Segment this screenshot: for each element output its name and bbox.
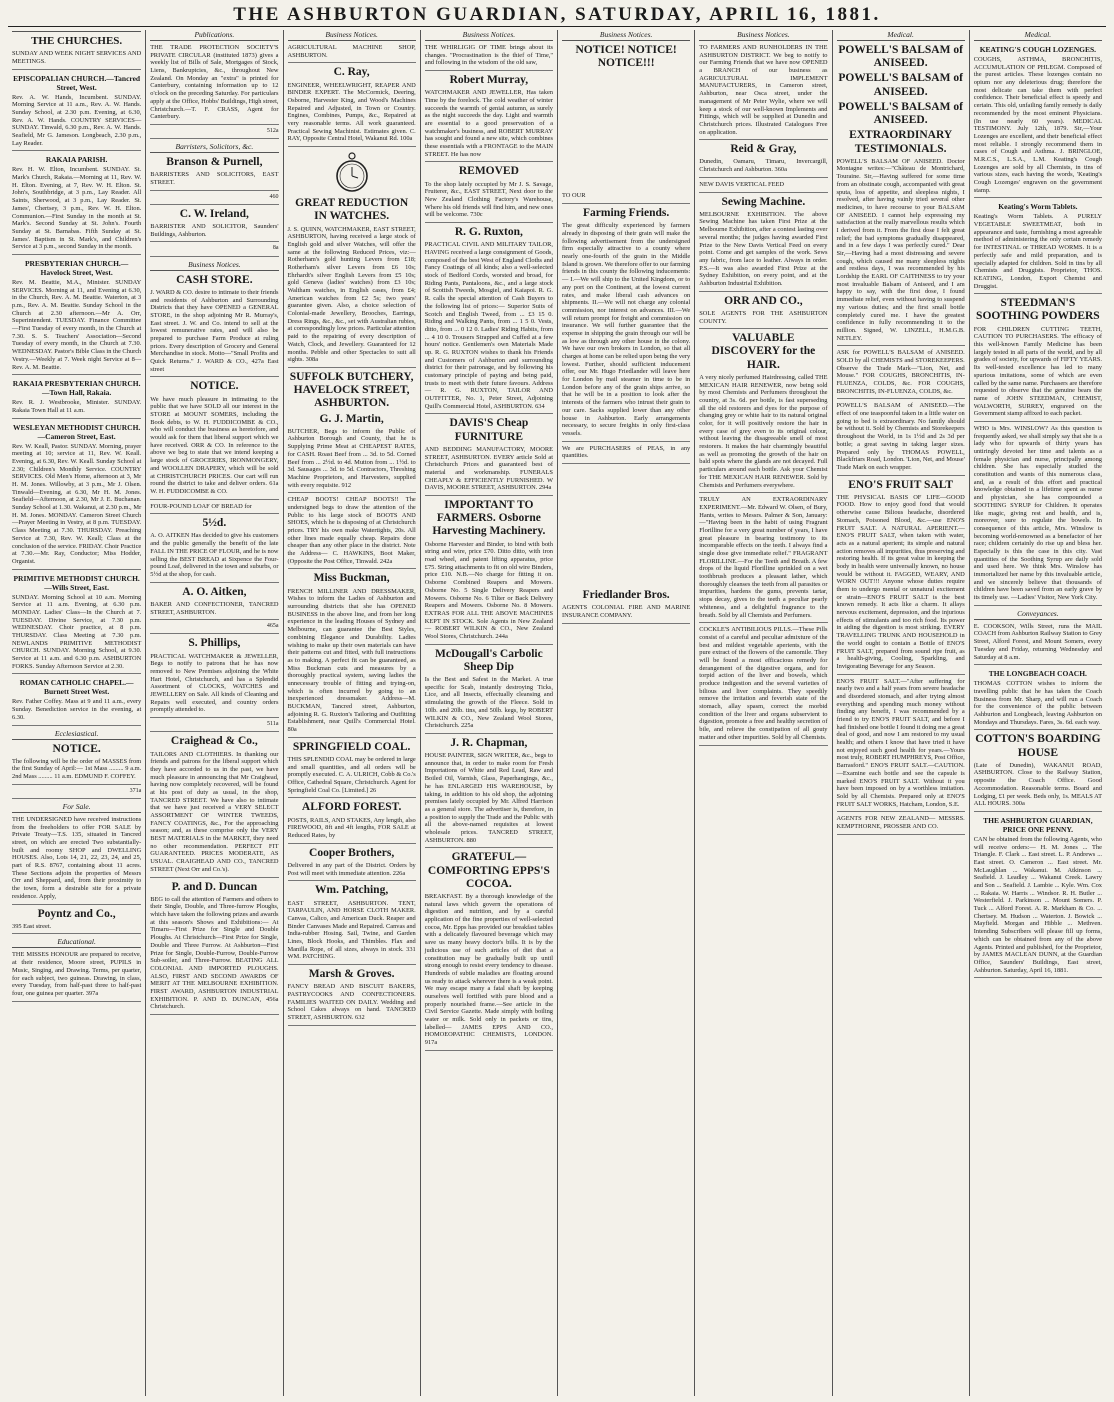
divider — [12, 1001, 141, 1002]
divider — [562, 623, 690, 624]
ad-body-text: CAN be obtained from the following Agents, who will receive orders:— H. M. Jones ... The Triangle. F. Clark ... East street. L. P. Andrews ... East street. O. Cameron ... East street. Mr. McLaughlan ... Wakanui. M. Atkinson ... Seafield. J. Leadley ... Wakanui Creek. Lawry and Son ... Seafield. J. Lambie ... Kyle. Wm. Cox ... Rakaia. W. Harris ... Windsor. R. H. Butler ... Westerfield. J. Parkinson ... Mount Somers. P. Tuck ... Alford Forest. A. R. Markham & Co. ... Chertsey. M. Hudson ... Waterton. J. Bowick ... Mayfield. Morgan and Hibble ... Methven. Intending Subscribers will please fill up forms, which can be obtained from any of the above Agents. Printed and published, for the Proprietor, by JAMES MACLEAN DUNN, at the Guardian Office, Saunders' Buildings, East street, Ashburton. Saturday, April 16, 1881. — [973, 835, 1102, 974]
ad-body-text: NEW DAVIS VERTICAL FEED — [699, 180, 785, 188]
divider — [974, 977, 1102, 978]
divider — [974, 811, 1102, 812]
ad-body-text: Dunedin, Oamaru, Timaru, Invercargill, Christchurch and Ashburton. 360a — [699, 158, 828, 174]
ad-title: GRATEFUL—COMFORTING EPPS'S COCOA. — [427, 851, 550, 890]
ad-body-text: POWELL'S BALSAM of ANISEED.—The effect of one teaspoonful taken in a little water on going to bed is extraordinary. No family should be without it. Sold by Chemists and Storekeepers throughout the World, in 1s 1½d and 2s 3d per bottle; a great saving in taking larger sizes. Prepared only by THOMAS POWELL, Blackfriars Road, London. 'Lion, Net, and Mouse' Trade Mark on each wrapper. — [836, 402, 965, 471]
ad-body-text: TAILORS AND CLOTHIERS. In thanking our friends and patrons for the liberal support which they have accorded to us in the past, we have much pleasure in announcing that Mr Craighead, having now completely recovered, will be found at his post of duty as usual, in the shop, TANCRED STREET. We have also to intimate that we have just received a VERY SELECT ASSORTMENT OF WINTER TWEEDS, FANCY COATINGS, &c., For the approaching season; and, as these comprise only the VERY BEST MATERIALS in the MARKET, they need no other recommendation. PERFECT FIT GUARANTEED. PRICES MODERATE, AS USUAL. CRAIGHEAD AND CO., TANCRED STREET (Next Orr and Co.'s). — [150, 750, 279, 873]
ad-title: DAVIS'S Cheap FURNITURE — [449, 417, 529, 443]
divider — [699, 622, 827, 623]
ad-body-text: J. WARD & CO. desire to intimate to their friends and residents of Ashburton and Surrounding Districts that they have OPENED a GENERAL STORE, in the shop adjoining Mr R. Murray's, East street. J. W. and Co. intend to sell at the lowest remunerative rates, and will also be prepared to purchase Farm Produce at ruling prices. Every description of Grocery and General Merchandise in stock. Motto—"Small Profits and Quick Returns." J. WARD & CO., 427a East street — [150, 288, 279, 373]
column-header: Business Notices. — [288, 30, 416, 41]
ad-title: R. G. Ruxton, — [454, 226, 523, 239]
ad-body-text: THE UNDERSIGNED have received instructions from the freeholders to offer FOR SALE by Private Treaty—T.S. 135, situated in Tancred street, on which are erected Two substantially-built and roomy SHOP and DWELLING HOUSES. Also, Lots 14, 21, 22, 23, 24, and 25, part of R.S. 8767, containing about 11 acres. These Sections adjoin the properties of Messrs Orr and Sheppard, and, from their proximity to the town, form a desirable site for a private residence. Apply, — [12, 815, 142, 900]
divider — [150, 204, 278, 205]
divider — [425, 847, 553, 848]
sub-heading: PRIMITIVE METHODIST CHURCH.—Wills Street, East. — [13, 573, 140, 592]
ad-body-text: COCKLE'S ANTIBILIOUS PILLS.—These Pills consist of a careful and peculiar admixture of the best and mildest vegetable aperients, with the pure extract of the flowers of the camomile. They will be found a most efficacious remedy for derangement of the digestive organs, and for torpid action of the liver and bowels, which produce indigestion and the several varieties of bilious and liver complaints. They speedily remove the irritation and feverish state of the stomach, allay spasm, correct the morbid condition of the liver and organs subservient to digestion, promote a free and healthy secretion of bile, and relieve the constipation of all gouty matter and other impurities. Sold by all Chemists. — [699, 626, 828, 741]
ad-reference-number: 8a — [272, 245, 279, 252]
ad-body-text: EAST STREET, ASHBURTON. TENT, TARPAULIN, AND HORSE CLOTH MAKER. Canvas, Calico, and American Duck. Reaper and Binder Canvases Made and Repaired. Canvas and India-rubber Hosing. Sail, Twine, and Garden Lines, Block Hooks, and Thimbles. Flax and Manilla Rope, of all sizes, always in stock. 331 WM. PATCHING. — [287, 899, 416, 961]
ad-body-text: E. COOKSON, Wills Street, runs the MAIL COACH from Ashburton Railway Station to Grey Street, Alford Forest, and Mount Somers, every Tuesday and Friday, returning Wednesday and Saturday at 8 a.m. — [973, 622, 1102, 661]
divider — [150, 256, 278, 257]
divider — [288, 843, 416, 844]
ad-body-text: SUNDAY. Morning School at 10 a.m. Morning Service at 11 a.m. Evening, at 6.30 p.m. MONDAY. Ladies' Class—In the Church at 7. TUESDAY. Divine Service, at 7.30 p.m. WEDNESDAY. Choir practice, at 8 p.m. THURSDAY. Class Meeting at 7.30 p.m. NEWLANDS PRIMITIVE METHODIST CHURCH. SUNDAY. Morning School, at 9.30. Service at 11 a.m. and 6.30 p.m. ASHBURTON FORKS. Sunday Afternoon Service at 2.30. — [12, 593, 142, 670]
divider — [288, 880, 416, 881]
ad-body-text: TO FARMERS AND RUNHOLDERS IN THE ASHBURTON DISTRICT. We beg to notify to our Farming Friends that we have now OPENED a BRANCH of our business as AGRICULTURAL IMPLEMENT MANUFACTURERS, in Cameron street, Ashburton, near Osca street, under the management of Mr Peter Wylie, where we will keep a stock of our well-known Implements and Fittings, which will be supplied at Dunedin and Christchurch prices. Illustrated Catalogues Free on application. — [699, 44, 828, 136]
divider — [12, 904, 141, 905]
sub-heading: Keating's Worm Tablets. — [998, 202, 1078, 212]
sub-heading: THE ASHBURTON GUARDIAN, PRICE ONE PENNY. — [983, 815, 1093, 834]
divider — [12, 150, 141, 151]
ad-body-text: Is the Best and Safest in the Market. A true specific for Scab, instantly destroying Ticks, Lice, and all Insects, effectually cleansing and stimulating the growth of the Fleece. Sold in 10lb. and 20lb. tins, and 50lb. kegs, by ROBERT WILKIN & CO., New Zealand Wool Stores, Christchurch. 225a — [424, 676, 553, 730]
ad-body-text: SUNDAY AND WEEK NIGHT SERVICES AND MEETINGS. — [12, 50, 142, 65]
ad-title: CASH STORE. — [176, 273, 253, 286]
divider — [699, 139, 827, 140]
divider — [699, 291, 827, 292]
divider — [699, 177, 827, 178]
divider — [562, 203, 690, 204]
section-heading: For Sale. — [12, 802, 141, 813]
ad-title: NOTICE! NOTICE! NOTICE!!! — [575, 44, 677, 70]
ad-body-text: J. S. QUINN, WATCHMAKER, EAST STREET, ASHBURTON, having received a large stock of English gold and silver Watches, will offer the same at the following Reduced Prices, viz:—Rotherham's gold hunting Levers from £18; Rotherham's silver Levers from £6 10s; Ehrhardt's silver English Levers from £5 10s; gold Geneva (ladies' watches) from £3 10s; Waltham watches, in English cases, from £4; American watches from £2 5s; two years' guarantee given. Also, a choice selection of Colonial-made Jewellery, Brooches, Earrings, Dress Rings, &c., &c., set with Australian rubies, at correspondingly low prices. Particular attention paid to the repairing of every description of Watch, Clock, and Jewellery. Guaranteed for 12 months. Pebble and other Spectacles to suit all sights. 308a — [287, 225, 416, 364]
ad-body-text: THE PHYSICAL BASIS OF LIFE—GOOD FOOD. How to enjoy good food that would otherwise cause Bilious headache, disordered Stomach, Poisoned Blood, &c.—use ENO'S FRUIT SALT. A NATURAL APERIENT.—ENO'S FRUIT SALT, when taken with water, acts as a natural aperient; its simple and natural action removes all impurities, thus preserving and restoring health. If its great value in keeping the body in health were universally known, no house would be without it. FAGGED, WEARY, AND WORN OUT!!! Anyone whose duties require them to undergo mental or unnatural excitement or strain—ENO'S FRUIT SALT is the best known remedy. It acts like a charm. It allays nervous excitement, depression, and the injurious effects of stimulants and too rich food. Its power in aiding the digestion is most striking. EVERY TRAVELLING TRUNK AND HOUSEHOLD in the world ought to contain a Bottle of ENO'S FRUIT SALT, prepared from sound ripe fruit, as a health-giving, Cooling, Sparkling, and Invigorating Beverage for any Season. — [836, 493, 965, 670]
section-heading: Conveyances. — [974, 609, 1102, 620]
divider — [562, 463, 690, 464]
ad-reference-number: 460 — [269, 193, 279, 200]
column-4 — [420, 30, 557, 1396]
divider — [837, 811, 965, 812]
pocket-watch-icon — [335, 151, 369, 193]
divider — [150, 731, 278, 732]
ad-title: COTTON'S BOARDING HOUSE — [975, 733, 1101, 759]
ad-body-text: We are PURCHASERS of PEAS, in any quantities. — [562, 444, 691, 460]
column-header: Business Notices. — [562, 30, 690, 41]
column-6 — [694, 30, 831, 1396]
ad-reference-number: 371a — [129, 787, 142, 794]
divider — [837, 834, 965, 835]
ad-title: Wm. Patching, — [315, 884, 389, 897]
ad-body-text: The following will be the order of MASSES from the first Sunday of April:— 1st Mass ......... 9 a.m. 2nd Mass ......... 11 a.m. EDMUND F. COFFEY. — [12, 757, 142, 781]
divider — [288, 62, 416, 63]
ad-reference-number: 465a — [266, 623, 279, 630]
column-header — [12, 30, 141, 32]
ad-title: Miss Buckman, — [313, 572, 390, 585]
ad-title: Friedlander Bros. — [582, 588, 670, 601]
ad-title: S. Phillips, — [188, 637, 241, 650]
divider — [425, 733, 553, 734]
divider — [150, 717, 278, 718]
ad-reference-number: 511a — [267, 721, 279, 728]
ad-title: Poyntz and Co., — [37, 907, 116, 920]
divider — [12, 725, 141, 726]
divider — [150, 124, 278, 125]
ad-body-text: THE WHIRLIGIG OF TIME brings about its changes. "Procrastination is the thief of Time," and following in the wisdom of the old saw, — [424, 44, 553, 67]
divider — [974, 605, 1102, 606]
ad-body-text: Osborne Harvester and Binder, to bind with both string and wire, price £70. Ditto ditto, with iron road wheel, and patent lifting apparatus, price £75. String attachments to fit on old wire Binders, price £10. N.B.—No charge for fitting it on. Osborne Combined Reapers and Mowers. Osborne No. 5 Single Delivery Reapers and Mowers. Osborne No. 6 Tilter or Back Delivery Reapers and Mowers. Osborne No. 8 Mowers. EXTRAS FOR ALL THE ABOVE MACHINES KEPT IN STOCK. Sole Agents in New Zealand— ROBERT WILKIN & CO., New Zealand Wool Stores, Christchurch. 244a — [424, 540, 553, 640]
ad-title: IMPORTANT TO FARMERS. Osborne Harvesting Machinery. — [432, 499, 546, 538]
divider — [699, 328, 827, 329]
divider — [837, 398, 965, 399]
ad-title: REMOVED — [458, 165, 519, 178]
ad-body-text: BARRISTERS AND SOLICITORS, EAST STREET. — [150, 171, 279, 186]
sub-heading: EPISCOPALIAN CHURCH.—Tancred Street, West. — [13, 73, 141, 92]
ad-body-text: Rev. A. W. Hands, Incumbent. SUNDAY. Morning Service at 11 a.m., Rev. A. W. Hands. Sunday School, at 2.30 p.m. Evening, at 6.30, Rev. A. W. Hands. COUNTRY SERVICES—SUNDAY. Tinwald, 6.30 p.m., Rev. A. W. Hands. Seafield, Mr G. Jameson. Longbeach, 2.30 p.m., Lay Reader. — [12, 93, 142, 147]
column-header: Medical. — [837, 30, 965, 41]
ad-body-text: THE MISSES HONOUR are prepared to receive, at their residence, Moore street, PUPILS in Music, Singing, and Drawing. Terms, per quarter, for each subject, two guineas. Drawing, in class, every Tuesday, from half-past three to half-past four, one guinea per quarter. 397a — [12, 951, 142, 997]
ad-title: POWELL'S BALSAM of ANISEED. — [838, 44, 963, 70]
divider — [425, 161, 553, 162]
ad-title: EXTRAORDINARY TESTIMONIALS. — [849, 129, 953, 155]
ad-body-text: A. O. AITKEN Has decided to give his customers and the public generally the benefit of the late FALL IN THE PRICE OF FLOUR, and he is now selling the BEST BREAD at Sixpence the Four-pound Loaf, delivered in the town and suburbs, or 5½d at the shop, for cash. — [150, 532, 279, 578]
ad-body-text: BAKER AND CONFECTIONER, TANCRED STREET, ASHBURTON. — [150, 600, 279, 616]
ad-body-text: BEG to call the attention of Farmers and others to their Single, Double, and Three-furrow Ploughs, which have taken the following prizes and awards at this season's Shows and Exhibitions:— At Timaru—First Prize for Single and Double Ploughs. At Christchurch—First Prize for Single, Double and Three Furrow. At Ashburton—First Prize for Single, Double-Furrow, Double-Furrow Sub-soiler, and Three-Furrow. BEATING ALL COLONIAL AND IMPORTED PLOUGHS. ALSO, FIRST AND SECOND AWARDS OF MERIT AT THE MELBOURNE EXHIBITION. FIRST AWARD, ASHBURTON INDUSTRIAL EXHIBITION. P. AND D. DUNCAN, 456a Christchurch. — [150, 895, 279, 1011]
divider — [150, 877, 278, 878]
divider — [425, 495, 553, 496]
column-header: Business Notices. — [425, 30, 553, 41]
section-heading: Educational. — [12, 937, 141, 948]
divider — [699, 745, 827, 746]
ad-body-text: SOLE AGENTS FOR THE ASHBURTON COUNTY. — [699, 309, 828, 325]
column-7 — [832, 30, 969, 1396]
ad-title: Sewing Machine. — [721, 195, 806, 208]
ad-body-text: Rev. R. J. Westbrooke, Minister. SUNDAY. Rakaia Town Hall at 11 a.m. — [12, 399, 142, 414]
ad-body-text: WHO is Mrs. WINSLOW? As this question is frequently asked, we shall simply say that she is a lady who for upwards of thirty years has untiringly devoted her time and talents as a female physician and nurse, principally among children. She has especially studied the constitution and wants of this numerous class, and, as a result of this effort and practical knowledge obtained in a lifetime spent as nurse and physician, she has compounded a SOOTHING SYRUP for Children. It operates like magic, giving rest and health, and is, moreover, sure to regulate the bowels. In consequence of this article, Mrs. Winslow is becoming world-renowned as a benefactor of her race; children certainly do rise up and bless her. Especially is this the case in this city. Vast quantities of the Soothing Syrup are daily sold and used here. We think Mrs. Winslow has immortalized her name by this invaluable article, and we sincerely believe that thousands of children have been saved from an early grave by its timely use. —Ladies' Visitor, New York City. — [973, 424, 1102, 602]
divider — [699, 492, 827, 493]
divider — [974, 421, 1102, 422]
ad-body-text: THE TRADE PROTECTION SOCIETY'S PRIVATE CIRCULAR (instituted 1873) gives a weekly list of Bills of Sale, Mortgages of Stock, Liens, Bankruptcies, &c., throughout New Zealand. On Monday an "extra" is printed for Canterbury, containing information up to 12 o'clock on the preceding Saturday. For particulars apply at the Office, Hobbs' Buildings, High street, Christchurch.—T. F. CRASS, Agent for Canterbury. — [150, 44, 279, 121]
ad-body-text: BUTCHER, Begs to inform the Public of Ashburton Borough and County, that he is Supplying Prime Meat at CHEAPEST RATES, for CASH. Roast Beef from ... 3d. to 5d. Corned Beef from ... 2½d. to 4d. Mutton from ... 1½d. to 3d. Sausages ... 3d. to 5d. Contractors, Threshing Machine Proprietors, and Harvesters, supplied with every requisite. 912 — [287, 427, 416, 489]
divider — [425, 413, 553, 414]
sub-heading: RAKAIA PARISH. — [45, 155, 108, 165]
divider — [12, 418, 141, 419]
ad-body-text: THOMAS COTTON wishes to inform the travelling public that he has taken the Coach Business from Mr. Sharp, and will run a Coach for the convenience of the public between Ashburton and Longbeach, leaving Ashburton on Mondays and Thursdays. Fares, 3s. 6d. each way. — [973, 680, 1102, 726]
divider — [425, 222, 553, 223]
divider — [562, 441, 690, 442]
ad-body-text: We have much pleasure in intimating to the public that we have SOLD all our interest in the STORE at MOUNT SOMERS, including the Book debts, to W. H. FUDDICOMBE & CO., who will conduct the business as heretofore, and would ask for them that liberal support which we have received. ORR & CO. In reference to the above we beg to state that we intend keeping a large stock of GROCERIES, IRONMONGERY, and WOOLLEN DRAPERY, which will be sold at CHRISTCHURCH PRICES. Our cart will run round the district to take and deliver orders. 61a W. H. FUDDICOMBE & CO. — [150, 395, 279, 495]
column-3 — [283, 30, 420, 1396]
sub-heading: RAKAIA PRESBYTERIAN CHURCH.—Town Hall, Rakaia. — [12, 379, 141, 398]
sub-heading: THE LONGBEACH COACH. — [988, 669, 1087, 679]
ad-title: VALUABLE DISCOVERY for the HAIR. — [711, 332, 816, 371]
column-header: Medical. — [974, 30, 1102, 41]
divider — [974, 293, 1102, 294]
ad-title: SPRINGFIELD COAL. — [292, 740, 411, 753]
ad-title: P. and D. Duncan — [171, 880, 258, 893]
ad-title: C. W. Ireland, — [179, 207, 249, 220]
divider — [288, 367, 416, 368]
divider — [150, 241, 278, 242]
ad-title: NOTICE. — [52, 742, 101, 755]
divider — [12, 784, 141, 785]
divider — [12, 673, 141, 674]
divider — [288, 1025, 416, 1026]
ad-title: C. Ray, — [333, 66, 370, 79]
ad-title: Craighead & Co., — [170, 735, 258, 748]
ad-body-text: FOUR-POUND LOAF OF BREAD for — [150, 502, 252, 510]
divider — [837, 674, 965, 675]
sub-heading: ROMAN CATHOLIC CHAPEL.—Burnett Street West. — [19, 678, 134, 697]
ad-body-text: TO OUR — [562, 192, 586, 200]
ad-reference-number: 512a — [266, 127, 279, 134]
ad-body-text: TRULY AN EXTRAORDINARY EXPERIMENT.—Mr. Edward W. Olsen, of Bury, Hants, writes to Messrs. Palmer & Son, January:—"Having been in the habit of using Fragrant Florilline for a very great number of years, I have great pleasure in bearing testimony to its incomparable effects on the teeth. I always find a single dose give immediate relief." FRAGRANT FLORILLINE.—For the Teeth and Breath. A few drops of the liquid Florilline sprinkled on a wet toothbrush produces a pleasant lather, which thoroughly cleanses the teeth from all parasites or impurities, hardens the gums, prevents tartar, stops decay, gives to the teeth a peculiar pearly whiteness, and a delightful fragrance to the breath. Sold by all Chemists and Perfumers. — [699, 496, 828, 619]
divider — [288, 737, 416, 738]
ad-body-text: BARRISTER AND SOLICITOR, Saunders' Buildings, Ashburton. — [150, 223, 279, 238]
divider — [974, 197, 1102, 198]
ad-title: McDougall's Carbolic Sheep Dip — [435, 647, 543, 673]
ad-title: 5½d. — [202, 517, 227, 530]
divider — [12, 798, 141, 799]
column-2 — [145, 30, 282, 1396]
ad-body-text: BREAKFAST. By a thorough knowledge of the natural laws which govern the operations of digestion and nutrition, and by a careful application of the fine properties of well-selected cocoa, Mr. Epps has provided our breakfast tables with a delicately flavoured beverage which may save us many heavy doctor's bills. It is by the judicious use of such articles of diet that a constitution may be gradually built up until strong enough to resist every tendency to disease. Hundreds of subtle maladies are floating around us ready to attack wherever there is a weak point. We may escape many a fatal shaft by keeping ourselves well fortified with pure blood and a properly nourished frame.—See article in the Civil Service Gazette. Made simply with boiling water or milk. Sold only in packets or tins, labelled— JAMES EPPS AND CO., HOMOEOPATHIC CHEMISTS, LONDON. 917a — [424, 893, 553, 1047]
column-5 — [557, 30, 694, 1396]
divider — [12, 374, 141, 375]
column-header: Publications. — [150, 30, 278, 41]
ad-title: G. J. Martin, — [319, 412, 384, 425]
ad-body-text: POWELL'S BALSAM OF ANISEED. Doctor Montagne writes:—"Château de Montrichard, Touraine. Sir,—Having suffered for some time from an obstinate cough, accompanied with great sputa, loss of appetite, and sleepless nights, I resolved, after having vainly tried several other medicines, to have recourse to your BALSAM OF ANISEED. I cannot help expressing my satisfaction at the really marvellous results which I derived from it. From the first dose I felt great relief; the bad symptoms gradually disappeared, and in a few days I was perfectly cured." Dear Sir,—Having had a most distressing and severe cough, which caused me many sleepless nights and restless days, I was recommended by his Lordship the EARL OF CAITHNESS to try your most invaluable Balsam of Aniseed, and I am happy to say, with the first dose, I found immediate relief, even without having to suspend my various duties; and the first small bottle completely cured me. I have the greatest confidence in fully recommending it to the million. Signed, W. LINZELL, H.M.G.B. NETLEY. — [836, 157, 965, 342]
ad-body-text: Rev. H. W. Elton, Incumbent. SUNDAY. St. Mark's Church, Rakaia.—Morning at 11, Rev. W. H. Elton. Evening, at 7, Rev. W. H. Elton. St. John's, Southbridge, at 3 p.m., Lay Reader. All Saints, Sherwood, at 3 p.m., Lay Reader. St. James', Chertsey, 3 p.m., Rev. W. H. Elton. Communion.—First Sunday in the month at St. Mark's. Second Sunday at St. John's. Fourth Sunday at St. Barnabas. Fifth Sunday at St. James'. Baptism in St. Mark's, and Children's Service at 3 p.m., second Sunday in the month. — [12, 166, 142, 251]
ad-title: NOTICE. — [190, 380, 239, 393]
blank-space — [562, 72, 690, 192]
divider — [288, 492, 416, 493]
divider — [12, 933, 141, 934]
ad-title: Cooper Brothers, — [309, 846, 395, 859]
ad-body-text: AND BEDDING MANUFACTORY, MOORE STREET, ASHBURTON. EVERY article Sold at Christchurch Prices and guaranteed best of material and workmanship. FUNERALS CHEAPLY & EFFICIENTLY FURNISHED. W DAVIS, MOORE STREET, ASHBURTON. 294a — [424, 445, 553, 492]
ad-body-text: AGENTS FOR NEW ZEALAND— MESSRS. KEMPTHORNE, PROSSER AND CO. — [836, 815, 965, 830]
ad-body-text: ENGINEER, WHEELWRIGHT, REAPER AND BINDER EXPERT. The McCormick, Deering, Osborne, Harvester King, and Wood's Machines Repaired and Adjusted, in Town or Country. Engines, Combines, Pumps, &c., Repaired at very reasonable terms. All work guaranteed. Practical Sewing Machinist. Estimates given. C. RAY, Opposite Central Hotel, Wakanui Rd. 100a — [287, 81, 416, 143]
sub-heading: KEATING'S COUGH LOZENGES. — [979, 45, 1097, 54]
divider — [12, 254, 141, 255]
ad-title: A. O. Aitken, — [182, 585, 247, 598]
divider — [425, 1050, 553, 1051]
divider — [974, 729, 1102, 730]
divider — [150, 1014, 278, 1015]
divider — [288, 964, 416, 965]
divider — [288, 146, 416, 147]
ad-body-text: 395 East street. — [12, 922, 52, 930]
divider — [974, 664, 1102, 665]
ad-body-text: PRACTICAL CIVIL AND MILITARY TAILOR, HAVING received a large consignment of Goods, composed of the best West of England Cloths and Fancy Coatings of all kinds; also a well-selected stock of Bedford Cords, worsted and broad, for Riding Pants, Pantaloons, &c., and a large stock of Scottish Tweeds, Mosgiel, and Kaiapoi. R. G. R. calls the special attention of Cash Buyers to the following list of prices:— Superior Suits of Scotch and English Tweed, from ... £3 15 0. Riding and Walking Pants, from ... 1 5 0. Vests, ditto, from ... 0 12 0. Ladies' Riding Habits, from ... 4 10 0. Trousers Strapped and Cuffed at a few hours' notice. Gentlemen's own Materials Made up. R. G. RUXTON wishes to thank his Friends and Customers of Ashburton and surrounding district for their patronage, and by following his customary principle of paying and being paid, trusts to meet with their future favours. Address— R. G. RUXTON, TAILOR AND OUTFITTER, No. 1, Peter Street, Adjoining Quill's Commercial Hotel, ASHBURTON. 634 — [424, 241, 553, 410]
ad-body-text: COUGHS, ASTHMA, BRONCHITIS, ACCUMULATION OF PHLEGM. Composed of the purest articles. These lozenges contain no opium nor any deleterious drug; therefore the most delicate can take them with perfect confidence. Their beneficial effect is speedy and certain. This old, unfailing family remedy is daily recommended by the most eminent Physicians. (In use nearly 60 years). MEDICAL TESTIMONY. July 12th, 1879. Sir,—Your Lozenges are excellent, and their beneficial effect most reliable. I strongly recommend them in cases of Cough and Asthma. J. BRINGLOE, M.R.C.S., L.S.A., L.M. Keating's Cough Lozenges are sold by all Chemists, in tins of various sizes, each having the words, 'Keating's Cough Lozenges' engraven on the government stamp. — [973, 56, 1102, 194]
divider — [288, 568, 416, 569]
ad-body-text: THIS SPLENDID COAL may be ordered in large and small quantities, and all orders will be promptly executed. C. A. ULRICH, Cobb & Co.'s Office, Cathedral Square, Christchurch. Agent for Springfield Coal Co. [Limited.] 26 — [287, 755, 416, 794]
ad-body-text: A very nicely perfumed Hairdressing, called THE MEXICAN HAIR RENEWER, now being sold by most Chemists and Perfumers throughout the country, at 3s. 6d. per bottle, is fast superseding all the old restorers and dyes for the purpose of changing grey or white hair to its natural original color, for it will positively restore the hair in every case of grey even to its original colour, without leaving the disagreeable smell of most restorers. It makes the hair charmingly beautiful as well as promoting the growth of the hair on bald spots where the glands are not decayed. Full particulars around each bottle. Ask your Chemist for THE MEXICAN HAIR RENEWER. Sold by Chemists and Perfumers everywhere. — [699, 373, 828, 489]
ad-body-text: FOR CHILDREN CUTTING TEETH, CAUTION TO PURCHASERS. The efficacy of this well-known Family Medicine has been largely tested in all parts of the world, and by all grades of society, for upwards of FIFTY YEARS. Its well-tested excellence has led to many spurious imitations, some of which are even called by the same name. Purchasers are therefore requested to observe that the genuine bears the name of JOHN STEEDMAN, CHEMIST, WALWORTH, SURREY, engraved on the Government stamp affixed to each packet. — [973, 325, 1102, 418]
ad-body-text: Delivered in any part of the District. Orders by Post will meet with immediate attention. 226a — [287, 861, 416, 877]
column-title: THE CHURCHES. — [31, 35, 123, 47]
columns-container — [8, 30, 1106, 1396]
ad-body-text: Rev. W. Keall, Pastor. SUNDAY. Morning, prayer meeting at 10; service at 11, Rev. W. Keall. Evening, at 6.30, Rev. W. Keall. Sunday School at 2.30; Children's Monthly Service. COUNTRY SERVICES. Old Men's Home, afternoon at 3, Mr H. M. Jones. Willowby, at 3 p.m., Mr J. Olsen. Tinwald—Evening, at 6.30, Mr H. M. Jones. Seafield—Afternoon, at 2.30, Mr J. E. Buchanan. Sunday School at 1.30. Wakanui, at 2.30 p.m., Mr H. M. Jones. MONDAY. Cameron Street Church—Prayer Meeting in Vestry, at 8 p.m. TUESDAY. Class Meeting at 7.30. THURSDAY. Preaching Service at 7.30, Rev. W. Keall; Class at the conclusion of the service. FRIDAY. Choir Practice at 7.30.—Mr. Ray, Conductor; Miss Hodder, Organist. — [12, 442, 142, 565]
ad-body-text: PRACTICAL WATCHMAKER & JEWELLER, Begs to notify to patrons that he has now removed to New Premises adjoining the White Hart Hotel, Christchurch, and has a Splendid Assortment of CLOCKS, WATCHES and JEWELLERY on Sale. All kinds of Cleaning and Repairs well executed, and country orders promptly attended to. — [150, 652, 279, 714]
ad-title: ORR AND CO., — [724, 294, 803, 307]
ad-body-text: AGENTS COLONIAL FIRE AND MARINE INSURANCE COMPANY. — [562, 604, 691, 619]
ad-body-text: WATCHMAKER AND JEWELLER, Has taken Time by the forelock. The cold weather of winter succeeds the warmth of genial autumn, as surely as the night succeeds the day. Light and warmth are essential to a good preservation of a watchmaker's business, and ROBERT MURRAY has sought and found a new site, which combines these essentials with a FRONTAGE to the MAIN STREET. He has now — [424, 89, 553, 158]
divider — [150, 513, 278, 514]
ad-title: STEEDMAN'S SOOTHING POWDERS — [976, 297, 1100, 323]
ad-title: Branson & Purnell, — [166, 156, 263, 169]
ad-title: Reid & Gray, — [730, 143, 797, 156]
divider — [699, 192, 827, 193]
ad-title: ALFORD FOREST. — [301, 801, 402, 814]
divider — [150, 582, 278, 583]
column-header: Business Notices. — [699, 30, 827, 41]
ad-body-text: The great difficulty experienced by farmers already in disposing of their grain will make the following advertisement from the undersigned firm especially attractive to a county where nearly one-fourth of the grain in the Middle Island is grown. We therefore offer to our farming friends in this county the following inducements:— I.—We will ship to the United Kingdom, or to any port on the Continent, at the lowest current rates, and make liberal cash advances on shipments. II.—We will not charge any colonial commission, nor interest on advances. III.—We will return prompt for freight and commission on insurance. We will further guarantee that the expense in shipping the grain through our will be as low as through any other house in the colony. We have our own brokers in London, so that all charges at home can be relied upon being the very lowest. Further, should sufficient inducement offer, our Mr. Hugo Friedlander will leave here for London by mail steamer in time to be in London before any of the grain ships arrive, so that he will be in a position to look after the interests of the farmers who intrust their grain to our care. Sacks supplied lower than any other house in Ashburton. Early arrangements necessary, to secure freights in only first-class vessels. — [562, 222, 691, 437]
masthead: THE ASHBURTON GUARDIAN, SATURDAY, APRIL 16, 1881. — [8, 4, 1106, 27]
divider — [150, 138, 278, 139]
divider — [150, 190, 278, 191]
column-8 — [969, 30, 1106, 1396]
sub-heading: PRESBYTERIAN CHURCH.—Havelock Street, West. — [24, 258, 129, 277]
ad-body-text: HOUSE PAINTER, SIGN WRITER, &c., begs to announce that, in order to make room for Fresh Importations of White and Red Lead, Raw and Boiled Oil, Varnish, Glass, Paperhangings, &c., he has ENLARGED HIS WAREHOUSE, by taking, in addition to his old shop, the adjoining premises lately occupied by Mr. Alfred Harrison as a general store. The advertiser is, therefore, in a position to supply the Trade and the Public with all the above-named requisites at lowest wholesale prices. TANCRED STREET, ASHBURTON. 880 — [424, 752, 553, 844]
ad-title: ENO'S FRUIT SALT — [848, 478, 954, 491]
ad-body-text: ENO'S FRUIT SALT.—"After suffering for nearly two and a half years from severe headache and disordered stomach, and after trying almost everything and spending much money without finding any benefit, I was recommended by a friend to try ENO'S FRUIT SALT, and before I had finished one bottle I found it doing me a great deal of good, and now I am restored to my usual health; and others I know that have tried it have not enjoyed such good health for years.—Yours most truly, ROBERT HUMPHREYS, Post Office, Barrasford." ENO'S FRUIT SALT.—CAUTION.—Examine each bottle and see the capsule is marked ENO'S FRUIT SALT. Without it you have been imposed on by a worthless imitation. Sold by all Chemists. Prepared only at ENO'S FRUIT SALT WORKS, Hatcham, London, S.E. — [836, 677, 965, 808]
ad-body-text: FANCY BREAD AND BISCUIT BAKERS, PASTRYCOOKS AND CONFECTIONERS. FAMILIES WAITED ON DAILY. Wedding and School Cakes always on hand. TANCRED STREET, ASHBURTON. 632 — [287, 983, 416, 1021]
ad-title: Robert Murray, — [449, 74, 529, 87]
ad-title: POWELL'S BALSAM of ANISEED. — [838, 72, 963, 98]
ad-body-text: CHEAP BOOTS! CHEAP BOOTS!! The undersigned begs to draw the attention of the Public to his large stock of BOOTS AND SHOES, which he is disposing of at Christchurch prices. TRY his own make Watertights, 20s. All other lines made equally cheap. Repairs done cheaper than any other place in the district. Note the Address— C. HAWKINS, Boot Maker, (Opposite the Post Office, Tinwald. 242a — [287, 496, 416, 565]
divider — [12, 569, 141, 570]
ad-title: J. R. Chapman, — [450, 736, 528, 749]
divider — [150, 376, 278, 377]
section-heading: Barristers, Solicitors, &c. — [150, 142, 278, 153]
divider — [425, 644, 553, 645]
ad-body-text: To the shop lately occupied by Mr J. S. Savage, Fruiterer, &c., EAST STREET, Next door to the New Zealand Clothing Factory's Warehouse, Where his old friends will find him, and new ones will be welcome. 730c — [424, 180, 553, 219]
ad-body-text: AGRICULTURAL MACHINE SHOP, ASHBURTON. — [287, 44, 416, 59]
divider — [837, 475, 965, 476]
ad-body-text: MELBOURNE EXHIBITION. The above Sewing Machine has taken First Prize at the Melbourne Exhibition, after a contest lasting over several months; the judges having awarded First Prize to the New Davis Vertical Feed on every point. Come and get samples of the work. Sews any fabric, from lace to leather. Always in order. P.S.—It was also awarded First Prize at the Sydney Exhibition, on every point, and at the Ashburton Industrial Exhibition. — [699, 210, 828, 287]
blank-space — [562, 467, 690, 587]
divider — [288, 797, 416, 798]
ad-title: POWELL'S BALSAM of ANISEED. — [838, 100, 963, 127]
ad-title: SUFFOLK BUTCHERY, HAVELOCK STREET, ASHBURTON. — [289, 370, 414, 410]
ad-title: Farming Friends. — [583, 207, 670, 220]
ad-body-text: Rev. Father Coffey. Mass at 9 and 11 a.m., every Sunday. Benediction service in the evening, at 6.30. — [12, 698, 142, 721]
ad-body-text: POSTS, RAILS, AND STAKES, Any length, also FIREWOOD, 8ft and 4ft lengths, FOR SALE at Reduced Rates, by — [287, 816, 416, 839]
divider — [150, 619, 278, 620]
ad-title: GREAT REDUCTION IN WATCHES. — [295, 197, 409, 223]
ad-title: Marsh & Groves. — [308, 968, 395, 980]
ad-body-text: FRENCH MILLINER AND DRESSMAKER, Wishes to inform the Ladies of Ashburton and surrounding districts that she has OPENED BUSINESS in the above line, and from her long experience in the leading Houses of Sydney and Melbourne, can guarantee the Best Styles, combining Elegance and Durability. Ladies wishing to make up their own materials can have their patterns cut and fitted, with full instructions as to making. A perfect fit can be guaranteed, as Miss Buckman cuts and measures by a thoroughly practical system, saving ladies the unnecessary trouble of fitting and trying-on, which is often incurred by going to an inexperienced dressmaker. Address—M. BUCKMAN, Tancred street, Ashburton, adjoining R. G. Ruxton's Tailoring and Outfitting Establishment, near Quill's Commercial Hotel. 80a — [287, 587, 416, 734]
divider — [12, 69, 141, 70]
divider — [150, 633, 278, 634]
ad-body-text: Keating's Worm Tablets. A PURELY VEGETABLE SWEETMEAT, both in appearance and taste, furnishing a most agreeable method of administering the only certain remedy for INTESTINAL or THREAD WORMS. It is a perfectly safe and mild preparation, and is specially adapted for children. Sold in tins by all Chemists and Druggists. Proprietor, THOS. KEATING, London, Export Chemist and Druggist. — [973, 213, 1102, 290]
ad-body-text: ASK for POWELL'S BALSAM of ANISEED. SOLD by all CHEMISTS and STOREKEEPERS. Observe the Trade Mark—"Lion, Net, and Mouse." FOR COUGHS, BRONCHITIS, IN-FLUENZA, COLDS, &c. FOR COUGHS, BRONCHITIS, IN-FLUENZA, COLDS, &c. — [836, 349, 965, 395]
section-heading: Business Notices. — [150, 260, 278, 271]
section-heading: Ecclesiastical. — [12, 729, 141, 740]
divider — [425, 70, 553, 71]
sub-heading: WESLEYAN METHODIST CHURCH.—Cameron Street, East. — [12, 422, 141, 441]
divider — [150, 499, 278, 500]
ad-body-text: (Late of Dunedin), WAKANUI ROAD, ASHBURTON. Close to the Railway Station, opposite the Coach Office. Good Accommodation. Reasonable terms. Board and Lodging, £1 per week. Beds only, 1s. MEALS AT ALL HOURS. 300a — [973, 761, 1102, 808]
column-1 — [8, 30, 145, 1396]
ad-body-text: Rev. M. Beattie, M.A., Minister. SUNDAY SERVICES. Morning at 11, and Evening at 6.30, in the Church, Rev. A. M. Beattie. Waterton, at 3 p.m., Rev. A. M. Beattie. Sunday School in the Church at 2.30 afternoon.—Mr A. Orr, Superintendent. TUESDAY. Finance Committee—First Tuesday of every month, in the Church at 7.30. S. S. Teachers' Association—Second Tuesday of every month, in the Church at 7.30. WEDNESDAY. Pastor's Bible Class in the Church Vestry.—Weekly at 7. Week night Service at 8—Rev. A. M. Beattie. — [12, 278, 142, 371]
divider — [837, 345, 965, 346]
